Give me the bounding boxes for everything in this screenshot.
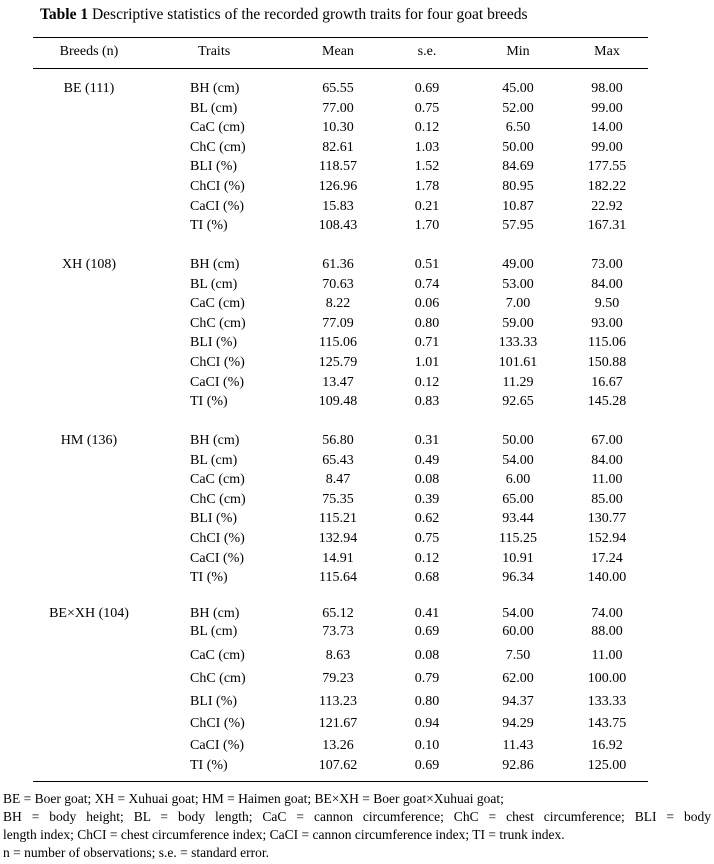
mean-cell: 13.47 <box>322 375 354 390</box>
se-cell: 1.70 <box>414 218 440 233</box>
trait-cell: CaCI (%) <box>190 375 245 390</box>
header-max: Max <box>594 44 620 59</box>
se-cell: 0.21 <box>414 199 440 214</box>
trait-cell: ChC (cm) <box>190 316 246 331</box>
se-cell: 1.52 <box>414 159 440 174</box>
min-cell: 45.00 <box>502 81 534 96</box>
breed-label: BE×XH (104) <box>49 606 129 621</box>
min-cell: 62.00 <box>502 671 534 686</box>
max-cell: 88.00 <box>591 624 623 639</box>
se-cell: 0.83 <box>414 394 440 409</box>
mean-cell: 109.48 <box>318 394 358 409</box>
max-cell: 11.00 <box>591 472 623 487</box>
se-cell: 1.03 <box>414 140 440 155</box>
se-cell: 0.62 <box>414 511 440 526</box>
max-cell: 145.28 <box>587 394 627 409</box>
trait-cell: TI (%) <box>190 394 228 409</box>
mean-cell: 13.26 <box>322 738 354 753</box>
min-cell: 65.00 <box>502 492 534 507</box>
trait-cell: CaC (cm) <box>190 648 245 663</box>
mean-cell: 65.43 <box>322 453 354 468</box>
max-cell: 143.75 <box>587 716 627 731</box>
min-cell: 7.50 <box>505 648 531 663</box>
se-cell: 0.08 <box>414 472 440 487</box>
trait-cell: ChCI (%) <box>190 716 245 731</box>
min-cell: 94.29 <box>502 716 534 731</box>
mean-cell: 73.73 <box>322 624 354 639</box>
mean-cell: 77.00 <box>322 101 354 116</box>
max-cell: 182.22 <box>587 179 627 194</box>
mean-cell: 8.22 <box>325 296 351 311</box>
mean-cell: 15.83 <box>322 199 354 214</box>
min-cell: 10.87 <box>502 199 534 214</box>
trait-cell: ChC (cm) <box>190 140 246 155</box>
max-cell: 84.00 <box>591 277 623 292</box>
trait-cell: BLI (%) <box>190 335 238 350</box>
mean-cell: 126.96 <box>318 179 358 194</box>
mean-cell: 107.62 <box>318 758 358 773</box>
mean-cell: 56.80 <box>322 433 354 448</box>
trait-cell: ChCI (%) <box>190 355 245 370</box>
trait-cell: CaC (cm) <box>190 120 245 135</box>
mean-cell: 61.36 <box>322 257 354 272</box>
header-traits: Traits <box>198 44 231 59</box>
se-cell: 0.08 <box>414 648 440 663</box>
mean-cell: 79.23 <box>322 671 354 686</box>
trait-cell: BLI (%) <box>190 694 238 709</box>
max-cell: 115.06 <box>588 335 626 350</box>
min-cell: 11.43 <box>502 738 534 753</box>
min-cell: 94.37 <box>502 694 534 709</box>
min-cell: 92.86 <box>502 758 534 773</box>
trait-cell: TI (%) <box>190 570 228 585</box>
max-cell: 99.00 <box>591 101 623 116</box>
se-cell: 0.74 <box>414 277 440 292</box>
trait-cell: BH (cm) <box>190 257 240 272</box>
trait-cell: ChC (cm) <box>190 671 246 686</box>
mean-cell: 82.61 <box>322 140 354 155</box>
se-cell: 0.68 <box>414 570 440 585</box>
se-cell: 1.01 <box>414 355 440 370</box>
max-cell: 133.33 <box>587 694 627 709</box>
max-cell: 177.55 <box>587 159 627 174</box>
se-cell: 0.31 <box>414 433 440 448</box>
min-cell: 50.00 <box>502 140 534 155</box>
mean-cell: 121.67 <box>318 716 358 731</box>
trait-cell: BL (cm) <box>190 453 238 468</box>
min-cell: 6.50 <box>505 120 531 135</box>
header-min: Min <box>506 44 530 59</box>
mean-cell: 125.79 <box>318 355 358 370</box>
se-cell: 1.78 <box>414 179 440 194</box>
table-footnotes <box>3 790 711 862</box>
se-cell: 0.10 <box>414 738 440 753</box>
trait-cell: BL (cm) <box>190 277 238 292</box>
se-cell: 0.69 <box>414 758 440 773</box>
trait-cell: ChCI (%) <box>190 531 245 546</box>
se-cell: 0.75 <box>414 101 440 116</box>
trait-cell: CaCI (%) <box>190 738 245 753</box>
min-cell: 59.00 <box>502 316 534 331</box>
trait-cell: BH (cm) <box>190 433 240 448</box>
min-cell: 57.95 <box>502 218 534 233</box>
min-cell: 96.34 <box>502 570 534 585</box>
max-cell: 98.00 <box>591 81 623 96</box>
top-rule <box>33 37 648 38</box>
se-cell: 0.69 <box>414 624 440 639</box>
footnote-line: length index; ChCI = chest circumference index; CaCI = cannon circumference index; TI = trunk index. <box>3 827 565 842</box>
mean-cell: 75.35 <box>322 492 354 507</box>
max-cell: 74.00 <box>591 606 623 621</box>
breed-label: XH (108) <box>61 257 117 272</box>
mean-cell: 65.55 <box>322 81 354 96</box>
max-cell: 16.67 <box>591 375 623 390</box>
mean-cell: 113.23 <box>319 694 357 709</box>
min-cell: 133.33 <box>498 335 538 350</box>
trait-cell: BLI (%) <box>190 511 238 526</box>
mean-cell: 115.06 <box>319 335 357 350</box>
min-cell: 11.29 <box>502 375 534 390</box>
trait-cell: TI (%) <box>190 758 228 773</box>
se-cell: 0.12 <box>414 120 440 135</box>
max-cell: 130.77 <box>587 511 627 526</box>
trait-cell: BL (cm) <box>190 101 238 116</box>
mean-cell: 65.12 <box>322 606 354 621</box>
mean-cell: 132.94 <box>318 531 358 546</box>
trait-cell: BLI (%) <box>190 159 238 174</box>
min-cell: 60.00 <box>502 624 534 639</box>
se-cell: 0.69 <box>414 81 440 96</box>
mean-cell: 8.47 <box>325 472 351 487</box>
max-cell: 140.00 <box>587 570 627 585</box>
header-mean: Mean <box>322 44 354 59</box>
min-cell: 54.00 <box>502 453 534 468</box>
mean-cell: 70.63 <box>322 277 354 292</box>
mean-cell: 115.64 <box>319 570 357 585</box>
min-cell: 53.00 <box>502 277 534 292</box>
max-cell: 125.00 <box>587 758 627 773</box>
trait-cell: BH (cm) <box>190 606 240 621</box>
max-cell: 167.31 <box>587 218 627 233</box>
header-se: s.e. <box>417 44 437 59</box>
max-cell: 93.00 <box>591 316 623 331</box>
trait-cell: CaC (cm) <box>190 472 245 487</box>
min-cell: 101.61 <box>498 355 538 370</box>
table-title <box>40 6 528 24</box>
max-cell: 16.92 <box>591 738 623 753</box>
se-cell: 0.06 <box>414 296 440 311</box>
max-cell: 152.94 <box>587 531 627 546</box>
trait-cell: ChCI (%) <box>190 179 245 194</box>
max-cell: 150.88 <box>587 355 627 370</box>
max-cell: 67.00 <box>591 433 623 448</box>
min-cell: 52.00 <box>502 101 534 116</box>
mean-cell: 108.43 <box>318 218 358 233</box>
max-cell: 84.00 <box>591 453 623 468</box>
min-cell: 50.00 <box>502 433 534 448</box>
min-cell: 93.44 <box>502 511 534 526</box>
se-cell: 0.71 <box>414 335 440 350</box>
max-cell: 14.00 <box>591 120 623 135</box>
max-cell: 99.00 <box>591 140 623 155</box>
mean-cell: 10.30 <box>322 120 354 135</box>
se-cell: 0.51 <box>414 257 440 272</box>
trait-cell: CaCI (%) <box>190 199 245 214</box>
table-caption: Descriptive statistics of the recorded growth traits for four goat breeds <box>91 6 528 23</box>
se-cell: 0.41 <box>414 606 440 621</box>
min-cell: 92.65 <box>502 394 534 409</box>
header-breeds: Breeds (n) <box>59 44 119 59</box>
se-cell: 0.80 <box>414 316 440 331</box>
max-cell: 73.00 <box>591 257 623 272</box>
trait-cell: ChC (cm) <box>190 492 246 507</box>
table-label: Table 1 <box>40 6 89 23</box>
se-cell: 0.12 <box>414 551 440 566</box>
header-rule <box>33 68 648 69</box>
min-cell: 10.91 <box>502 551 534 566</box>
se-cell: 0.94 <box>414 716 440 731</box>
breed-label: BE (111) <box>63 81 115 96</box>
bottom-rule <box>33 781 648 782</box>
footnote-line: BE = Boer goat; XH = Xuhuai goat; HM = Haimen goat; BE×XH = Boer goat×Xuhuai goat; <box>3 791 504 806</box>
footnote-line: BH = body height; BL = body length; CaC = cannon circumference; ChC = chest circumference; BLI = body <box>3 809 711 824</box>
min-cell: 7.00 <box>505 296 531 311</box>
se-cell: 0.39 <box>414 492 440 507</box>
trait-cell: CaCI (%) <box>190 551 245 566</box>
footnote-line: n = number of observations; s.e. = standard error. <box>3 845 270 860</box>
se-cell: 0.12 <box>414 375 440 390</box>
min-cell: 6.00 <box>505 472 531 487</box>
max-cell: 22.92 <box>591 199 623 214</box>
min-cell: 49.00 <box>502 257 534 272</box>
trait-cell: BH (cm) <box>190 81 240 96</box>
min-cell: 54.00 <box>502 606 534 621</box>
se-cell: 0.79 <box>414 671 440 686</box>
min-cell: 84.69 <box>502 159 534 174</box>
mean-cell: 14.91 <box>322 551 354 566</box>
max-cell: 9.50 <box>594 296 620 311</box>
max-cell: 85.00 <box>591 492 623 507</box>
min-cell: 80.95 <box>502 179 534 194</box>
max-cell: 11.00 <box>591 648 623 663</box>
se-cell: 0.49 <box>414 453 440 468</box>
max-cell: 17.24 <box>591 551 623 566</box>
breed-label: HM (136) <box>60 433 118 448</box>
mean-cell: 115.21 <box>319 511 357 526</box>
trait-cell: BL (cm) <box>190 624 238 639</box>
mean-cell: 8.63 <box>325 648 351 663</box>
trait-cell: CaC (cm) <box>190 296 245 311</box>
mean-cell: 77.09 <box>322 316 354 331</box>
trait-cell: TI (%) <box>190 218 228 233</box>
min-cell: 115.25 <box>499 531 537 546</box>
se-cell: 0.75 <box>414 531 440 546</box>
mean-cell: 118.57 <box>319 159 357 174</box>
se-cell: 0.80 <box>414 694 440 709</box>
max-cell: 100.00 <box>587 671 627 686</box>
